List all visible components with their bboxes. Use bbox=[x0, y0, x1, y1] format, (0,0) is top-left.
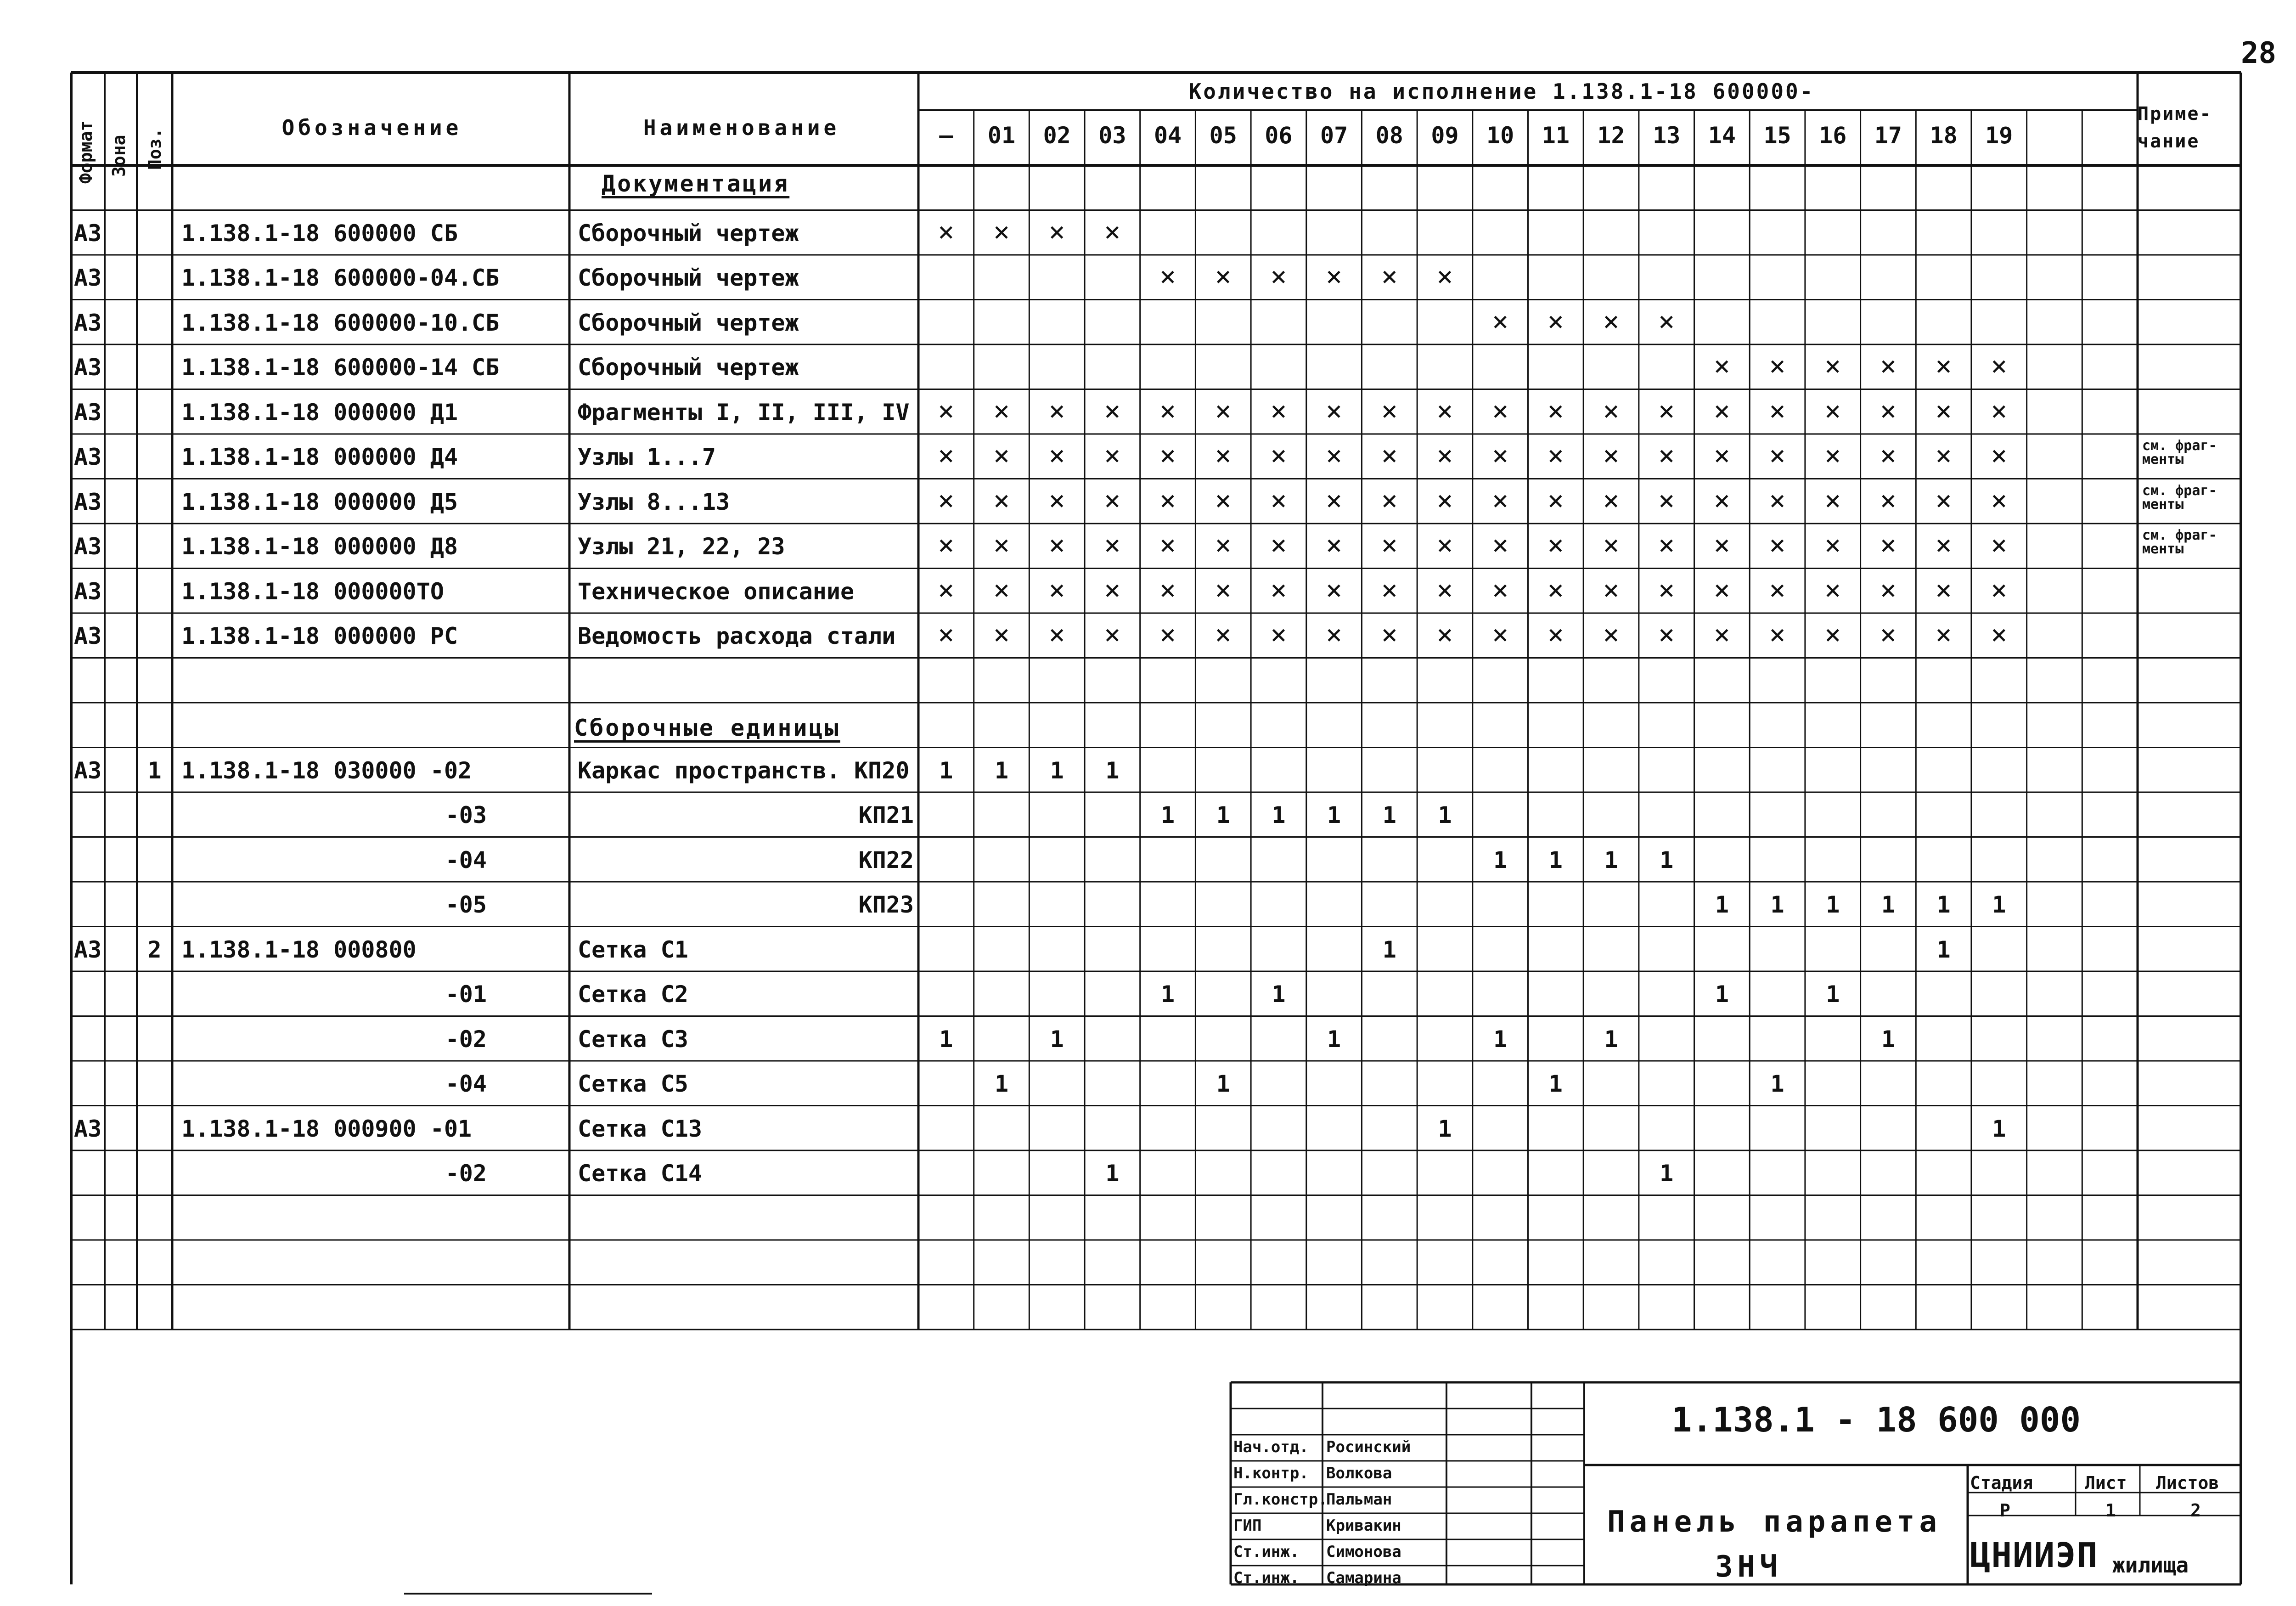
page-number: 28 bbox=[2241, 36, 2277, 70]
signature-name: Симонова bbox=[1326, 1543, 1401, 1561]
header-col-14: 14 bbox=[1708, 122, 1736, 149]
row-qty-cell: × bbox=[1935, 350, 1952, 382]
row-name: Сетка С14 bbox=[578, 1160, 702, 1187]
row-qty-cell: × bbox=[1880, 484, 1896, 517]
row-qty-cell: × bbox=[1880, 529, 1896, 561]
row-qty-cell: × bbox=[1991, 529, 2008, 561]
row-qty-cell: × bbox=[938, 215, 955, 248]
row-qty-cell: × bbox=[938, 529, 955, 561]
row-format: А3 bbox=[74, 936, 102, 963]
row-format: А3 bbox=[74, 1115, 102, 1142]
row-qty-cell: 1 bbox=[1493, 1026, 1508, 1053]
row-qty-cell: × bbox=[938, 574, 955, 606]
row-designation: -02 bbox=[445, 1026, 487, 1053]
row-designation: -01 bbox=[445, 981, 487, 1008]
row-qty-cell: × bbox=[993, 215, 1010, 248]
row-qty-cell: × bbox=[1159, 574, 1176, 606]
sheet-label: Лист bbox=[2085, 1473, 2127, 1493]
row-format: А3 bbox=[74, 623, 102, 649]
row-qty-cell: × bbox=[1603, 574, 1620, 606]
header-col-18: 18 bbox=[1930, 122, 1958, 149]
row-qty-cell: × bbox=[1880, 440, 1896, 472]
row-qty-cell: × bbox=[1769, 529, 1786, 561]
product-name-line1: Панель парапета bbox=[1607, 1505, 1941, 1539]
row-format: А3 bbox=[74, 444, 102, 470]
row-format: А3 bbox=[74, 488, 102, 515]
row-qty-cell: × bbox=[1658, 574, 1675, 606]
row-qty-cell: 1 bbox=[1161, 981, 1175, 1008]
row-qty-cell: 1 bbox=[1272, 981, 1286, 1008]
row-qty-cell: 1 bbox=[1936, 936, 1951, 963]
row-qty-cell: × bbox=[1215, 260, 1232, 293]
signature-name: Волкова bbox=[1326, 1464, 1392, 1482]
row-qty-cell: × bbox=[1048, 574, 1065, 606]
row-qty-cell: 1 bbox=[994, 757, 1009, 784]
row-qty-cell: × bbox=[1769, 350, 1786, 382]
sheet-value: 1 bbox=[2105, 1500, 2116, 1521]
row-qty-cell: 1 bbox=[994, 1071, 1009, 1097]
row-qty-cell: × bbox=[1658, 305, 1675, 338]
header-col-7: 07 bbox=[1320, 122, 1348, 149]
row-qty-cell: × bbox=[1492, 574, 1509, 606]
row-qty-cell: × bbox=[1603, 305, 1620, 338]
row-qty-cell: 1 bbox=[1715, 981, 1729, 1008]
row-qty-cell: 1 bbox=[1216, 1071, 1230, 1097]
row-qty-cell: × bbox=[1547, 440, 1564, 472]
row-qty-cell: × bbox=[938, 394, 955, 427]
row-qty-cell: × bbox=[1547, 619, 1564, 651]
row-qty-cell: 1 bbox=[939, 1026, 953, 1053]
row-qty-cell: × bbox=[1935, 484, 1952, 517]
stage-label: Стадия bbox=[1970, 1473, 2033, 1493]
signature-role: Ст.инж. bbox=[1233, 1543, 1300, 1561]
row-qty-cell: × bbox=[1381, 394, 1398, 427]
row-name: Сетка С5 bbox=[578, 1071, 688, 1097]
row-name: КП21 bbox=[858, 802, 914, 828]
row-qty-cell: × bbox=[1270, 529, 1287, 561]
row-qty-cell: × bbox=[1769, 394, 1786, 427]
row-qty-cell: 1 bbox=[1272, 802, 1286, 828]
row-designation: 1.138.1-18 000000 Д8 bbox=[181, 533, 458, 560]
row-format: А3 bbox=[74, 757, 102, 784]
row-qty-cell: × bbox=[993, 574, 1010, 606]
row-qty-cell: 1 bbox=[1382, 936, 1396, 963]
row-qty-cell: × bbox=[1603, 484, 1620, 517]
row-qty-cell: × bbox=[1326, 260, 1343, 293]
row-qty-cell: × bbox=[1769, 440, 1786, 472]
row-name: Ведомость расхода стали bbox=[578, 623, 896, 649]
row-qty-cell: × bbox=[1991, 619, 2008, 651]
row-qty-cell: × bbox=[1436, 574, 1453, 606]
header-col-17: 17 bbox=[1874, 122, 1902, 149]
row-qty-cell: 1 bbox=[1438, 802, 1452, 828]
row-qty-cell: × bbox=[1713, 350, 1730, 382]
row-qty-cell: × bbox=[993, 484, 1010, 517]
row-format: А3 bbox=[74, 399, 102, 426]
row-pos: 1 bbox=[147, 757, 162, 784]
row-qty-cell: × bbox=[1492, 394, 1509, 427]
header-col-16: 16 bbox=[1819, 122, 1847, 149]
row-name: Сетка С13 bbox=[578, 1115, 702, 1142]
row-designation: 1.138.1-18 600000-10.СБ bbox=[181, 309, 500, 336]
row-designation: -04 bbox=[445, 846, 487, 873]
row-qty-cell: × bbox=[1547, 305, 1564, 338]
row-qty-cell: × bbox=[1215, 440, 1232, 472]
row-designation: -02 bbox=[445, 1160, 487, 1187]
row-qty-cell: × bbox=[1048, 484, 1065, 517]
row-qty-cell: 1 bbox=[1992, 1115, 2006, 1142]
row-qty-cell: × bbox=[1935, 394, 1952, 427]
row-qty-cell: × bbox=[1215, 394, 1232, 427]
row-qty-cell: × bbox=[938, 619, 955, 651]
row-qty-cell: × bbox=[1935, 619, 1952, 651]
row-qty-cell: 1 bbox=[1105, 757, 1120, 784]
row-qty-cell: 1 bbox=[1493, 846, 1508, 873]
row-format: А3 bbox=[74, 309, 102, 336]
row-qty-cell: × bbox=[1270, 394, 1287, 427]
row-qty-cell: × bbox=[1159, 529, 1176, 561]
row-qty-cell: 1 bbox=[1161, 802, 1175, 828]
row-qty-cell: × bbox=[1104, 619, 1121, 651]
row-qty-cell: × bbox=[1436, 260, 1453, 293]
header-col-8: 08 bbox=[1375, 122, 1403, 149]
row-qty-cell: 1 bbox=[939, 757, 953, 784]
signature-name: Кривакин bbox=[1326, 1516, 1401, 1535]
row-qty-cell: × bbox=[1658, 394, 1675, 427]
row-qty-cell: × bbox=[1492, 529, 1509, 561]
row-designation: 1.138.1-18 000000 Д4 bbox=[181, 444, 458, 470]
row-qty-cell: × bbox=[1769, 574, 1786, 606]
row-qty-cell: × bbox=[1326, 484, 1343, 517]
row-qty-cell: 1 bbox=[1936, 891, 1951, 918]
row-format: А3 bbox=[74, 354, 102, 381]
row-qty-cell: 1 bbox=[1660, 846, 1674, 873]
row-designation: 1.138.1-18 000000 Д1 bbox=[181, 399, 458, 426]
row-pos: 2 bbox=[147, 936, 162, 963]
header-zone: Зона bbox=[109, 135, 129, 177]
section-assembly: Сборочные единицы bbox=[574, 715, 840, 741]
row-qty-cell: × bbox=[1880, 574, 1896, 606]
header-pos: Поз. bbox=[145, 128, 165, 170]
row-qty-cell: × bbox=[1713, 574, 1730, 606]
row-qty-cell: × bbox=[1159, 484, 1176, 517]
header-col-0: — bbox=[939, 122, 953, 149]
row-qty-cell: 1 bbox=[1660, 1160, 1674, 1187]
row-qty-cell: × bbox=[1880, 350, 1896, 382]
row-qty-cell: × bbox=[1658, 484, 1675, 517]
row-qty-cell: × bbox=[1603, 440, 1620, 472]
header-note: Приме- чание bbox=[2138, 103, 2212, 152]
row-qty-cell: × bbox=[1713, 529, 1730, 561]
row-qty-cell: × bbox=[1326, 574, 1343, 606]
row-qty-cell: × bbox=[1326, 529, 1343, 561]
row-qty-cell: × bbox=[1492, 305, 1509, 338]
row-qty-cell: 1 bbox=[1050, 757, 1064, 784]
row-name: Сетка С1 bbox=[578, 936, 688, 963]
row-qty-cell: × bbox=[1769, 619, 1786, 651]
row-qty-cell: 1 bbox=[1604, 1026, 1618, 1053]
row-qty-cell: × bbox=[1270, 440, 1287, 472]
row-qty-cell: × bbox=[1381, 574, 1398, 606]
row-qty-cell: × bbox=[938, 484, 955, 517]
header-col-12: 12 bbox=[1597, 122, 1625, 149]
row-qty-cell: × bbox=[1713, 484, 1730, 517]
row-name: Сборочный чертеж bbox=[578, 265, 799, 291]
row-name: Узлы 21, 22, 23 bbox=[578, 533, 785, 560]
row-format: А3 bbox=[74, 265, 102, 291]
row-qty-cell: × bbox=[1547, 574, 1564, 606]
sheets-value: 2 bbox=[2190, 1500, 2201, 1521]
row-qty-cell: × bbox=[1935, 440, 1952, 472]
row-qty-cell: 1 bbox=[1881, 1026, 1895, 1053]
row-qty-cell: × bbox=[1991, 350, 2008, 382]
signature-name: Самарина bbox=[1326, 1569, 1401, 1587]
row-qty-cell: × bbox=[1048, 394, 1065, 427]
header-col-11: 11 bbox=[1542, 122, 1570, 149]
row-qty-cell: × bbox=[1547, 529, 1564, 561]
row-note: см. фраг- менты bbox=[2142, 482, 2217, 513]
row-qty-cell: × bbox=[1547, 484, 1564, 517]
row-qty-cell: × bbox=[1159, 394, 1176, 427]
row-qty-cell: × bbox=[1436, 484, 1453, 517]
row-qty-cell: × bbox=[1880, 619, 1896, 651]
header-format: Формат bbox=[76, 120, 96, 184]
row-designation: 1.138.1-18 000000ТО bbox=[181, 578, 444, 605]
row-qty-cell: × bbox=[1326, 394, 1343, 427]
row-qty-cell: 1 bbox=[1715, 891, 1729, 918]
row-qty-cell: 1 bbox=[1216, 802, 1230, 828]
row-qty-cell: × bbox=[1824, 529, 1841, 561]
row-designation: 1.138.1-18 000000 Д5 bbox=[181, 488, 458, 515]
row-qty-cell: × bbox=[1547, 394, 1564, 427]
signature-role: Ст.инж. bbox=[1233, 1569, 1300, 1587]
product-name-line2: 3НЧ bbox=[1715, 1550, 1782, 1584]
signature-name: Пальман bbox=[1326, 1490, 1392, 1509]
row-qty-cell: × bbox=[1991, 574, 2008, 606]
row-qty-cell: × bbox=[1824, 350, 1841, 382]
row-qty-cell: × bbox=[1935, 529, 1952, 561]
row-qty-cell: × bbox=[1270, 619, 1287, 651]
row-qty-cell: × bbox=[1326, 619, 1343, 651]
row-qty-cell: × bbox=[1436, 394, 1453, 427]
row-qty-cell: × bbox=[1104, 529, 1121, 561]
row-qty-cell: 1 bbox=[1050, 1026, 1064, 1053]
row-qty-cell: 1 bbox=[1992, 891, 2006, 918]
row-name: Сборочный чертеж bbox=[578, 220, 799, 247]
row-qty-cell: × bbox=[1159, 619, 1176, 651]
row-qty-cell: × bbox=[1215, 619, 1232, 651]
row-qty-cell: × bbox=[1824, 394, 1841, 427]
header-quantity: Количество на исполнение 1.138.1-18 600000- bbox=[1188, 79, 1815, 104]
row-qty-cell: × bbox=[1215, 574, 1232, 606]
row-qty-cell: × bbox=[1381, 484, 1398, 517]
row-qty-cell: 1 bbox=[1548, 1071, 1563, 1097]
row-qty-cell: × bbox=[993, 440, 1010, 472]
header-col-19: 19 bbox=[1985, 122, 2013, 149]
section-documentation: Документация bbox=[602, 170, 790, 197]
row-qty-cell: × bbox=[1436, 619, 1453, 651]
row-qty-cell: 1 bbox=[1826, 981, 1840, 1008]
row-qty-cell: 1 bbox=[1604, 846, 1618, 873]
row-qty-cell: 1 bbox=[1105, 1160, 1120, 1187]
row-qty-cell: × bbox=[1713, 394, 1730, 427]
header-designation: Обозначение bbox=[281, 115, 462, 140]
row-qty-cell: 1 bbox=[1548, 846, 1563, 873]
row-designation: 1.138.1-18 600000 СБ bbox=[181, 220, 458, 247]
row-qty-cell: × bbox=[1381, 260, 1398, 293]
org-name: ЦНИИЭП bbox=[1970, 1536, 2099, 1575]
row-name: Фрагменты I, II, III, IV bbox=[578, 399, 910, 426]
row-qty-cell: × bbox=[1048, 619, 1065, 651]
row-name: Узлы 8...13 bbox=[578, 488, 730, 515]
row-designation: 1.138.1-18 600000-14 СБ bbox=[181, 354, 500, 381]
row-qty-cell: × bbox=[1991, 440, 2008, 472]
row-designation: 1.138.1-18 030000 -02 bbox=[181, 757, 472, 784]
row-qty-cell: × bbox=[1215, 484, 1232, 517]
row-qty-cell: × bbox=[1436, 529, 1453, 561]
row-qty-cell: × bbox=[1658, 619, 1675, 651]
org-suffix: жилища bbox=[2112, 1553, 2189, 1578]
row-designation: 1.138.1-18 600000-04.СБ bbox=[181, 265, 500, 291]
row-qty-cell: × bbox=[1603, 619, 1620, 651]
row-name: Сборочный чертеж bbox=[578, 354, 799, 381]
row-designation: -05 bbox=[445, 891, 487, 918]
stage-value: Р bbox=[2000, 1500, 2010, 1521]
row-qty-cell: 1 bbox=[1770, 891, 1784, 918]
row-format: А3 bbox=[74, 220, 102, 247]
row-qty-cell: × bbox=[1824, 440, 1841, 472]
row-format: А3 bbox=[74, 578, 102, 605]
signature-role: Нач.отд. bbox=[1233, 1438, 1309, 1456]
header-col-3: 03 bbox=[1098, 122, 1126, 149]
row-qty-cell: × bbox=[1603, 529, 1620, 561]
row-qty-cell: 1 bbox=[1881, 891, 1895, 918]
row-qty-cell: × bbox=[1326, 440, 1343, 472]
row-designation: -03 bbox=[445, 802, 487, 828]
row-qty-cell: × bbox=[1824, 484, 1841, 517]
signature-name: Росинский bbox=[1326, 1438, 1411, 1456]
row-qty-cell: 1 bbox=[1770, 1071, 1784, 1097]
row-qty-cell: × bbox=[1104, 215, 1121, 248]
row-qty-cell: 1 bbox=[1826, 891, 1840, 918]
row-qty-cell: × bbox=[1769, 484, 1786, 517]
row-qty-cell: × bbox=[1104, 484, 1121, 517]
row-qty-cell: 1 bbox=[1382, 802, 1396, 828]
row-qty-cell: × bbox=[1824, 574, 1841, 606]
row-qty-cell: × bbox=[1713, 440, 1730, 472]
row-qty-cell: × bbox=[1104, 440, 1121, 472]
row-designation: -04 bbox=[445, 1071, 487, 1097]
row-name: Сетка С3 bbox=[578, 1026, 688, 1053]
row-qty-cell: × bbox=[1048, 529, 1065, 561]
row-note: см. фраг- менты bbox=[2142, 527, 2217, 557]
row-qty-cell: × bbox=[1159, 260, 1176, 293]
row-qty-cell: 1 bbox=[1327, 1026, 1341, 1053]
row-designation: 1.138.1-18 000800 bbox=[181, 936, 416, 963]
header-col-10: 10 bbox=[1486, 122, 1514, 149]
header-name: Наименование bbox=[643, 115, 840, 140]
header-col-1: 01 bbox=[987, 122, 1016, 149]
row-name: Узлы 1...7 bbox=[578, 444, 716, 470]
row-qty-cell: × bbox=[1104, 394, 1121, 427]
row-qty-cell: × bbox=[1492, 619, 1509, 651]
row-name: КП22 bbox=[858, 846, 914, 873]
row-qty-cell: × bbox=[1991, 394, 2008, 427]
header-col-5: 05 bbox=[1209, 122, 1237, 149]
row-qty-cell: × bbox=[1159, 440, 1176, 472]
doc-code: 1.138.1 - 18 600 000 bbox=[1671, 1400, 2081, 1440]
row-qty-cell: × bbox=[1048, 215, 1065, 248]
row-note: см. фраг- менты bbox=[2142, 438, 2217, 468]
header-col-2: 02 bbox=[1043, 122, 1071, 149]
row-name: Сборочный чертеж bbox=[578, 309, 799, 336]
row-name: Каркас пространств. КП20 bbox=[578, 757, 910, 784]
row-qty-cell: × bbox=[938, 440, 955, 472]
row-qty-cell: × bbox=[993, 529, 1010, 561]
row-designation: 1.138.1-18 000000 РС bbox=[181, 623, 458, 649]
row-designation: 1.138.1-18 000900 -01 bbox=[181, 1115, 472, 1142]
row-qty-cell: × bbox=[1381, 440, 1398, 472]
row-qty-cell: × bbox=[1603, 394, 1620, 427]
row-qty-cell: × bbox=[1104, 574, 1121, 606]
row-qty-cell: × bbox=[993, 619, 1010, 651]
row-name: Техническое описание bbox=[578, 578, 855, 605]
row-qty-cell: × bbox=[1824, 619, 1841, 651]
row-qty-cell: × bbox=[1935, 574, 1952, 606]
header-col-4: 04 bbox=[1154, 122, 1182, 149]
signature-role: ГИП bbox=[1233, 1516, 1262, 1535]
header-col-15: 15 bbox=[1763, 122, 1791, 149]
row-qty-cell: 1 bbox=[1438, 1115, 1452, 1142]
row-qty-cell: × bbox=[1492, 484, 1509, 517]
row-qty-cell: × bbox=[1880, 394, 1896, 427]
sheets-label: Листов bbox=[2156, 1473, 2219, 1493]
row-qty-cell: × bbox=[1991, 484, 2008, 517]
row-qty-cell: × bbox=[1658, 529, 1675, 561]
signature-role: Гл.констр. bbox=[1233, 1490, 1328, 1509]
row-qty-cell: × bbox=[1381, 619, 1398, 651]
header-col-13: 13 bbox=[1653, 122, 1681, 149]
row-qty-cell: × bbox=[993, 394, 1010, 427]
row-qty-cell: 1 bbox=[1327, 802, 1341, 828]
row-qty-cell: × bbox=[1713, 619, 1730, 651]
row-qty-cell: × bbox=[1492, 440, 1509, 472]
row-name: КП23 bbox=[858, 891, 914, 918]
row-qty-cell: × bbox=[1436, 440, 1453, 472]
row-qty-cell: × bbox=[1215, 529, 1232, 561]
row-qty-cell: × bbox=[1270, 574, 1287, 606]
signature-role: Н.контр. bbox=[1233, 1464, 1309, 1482]
row-qty-cell: × bbox=[1270, 260, 1287, 293]
row-qty-cell: × bbox=[1270, 484, 1287, 517]
row-qty-cell: × bbox=[1381, 529, 1398, 561]
header-col-9: 09 bbox=[1431, 122, 1459, 149]
row-format: А3 bbox=[74, 533, 102, 560]
header-col-6: 06 bbox=[1265, 122, 1293, 149]
row-qty-cell: × bbox=[1658, 440, 1675, 472]
row-qty-cell: × bbox=[1048, 440, 1065, 472]
row-name: Сетка С2 bbox=[578, 981, 688, 1008]
